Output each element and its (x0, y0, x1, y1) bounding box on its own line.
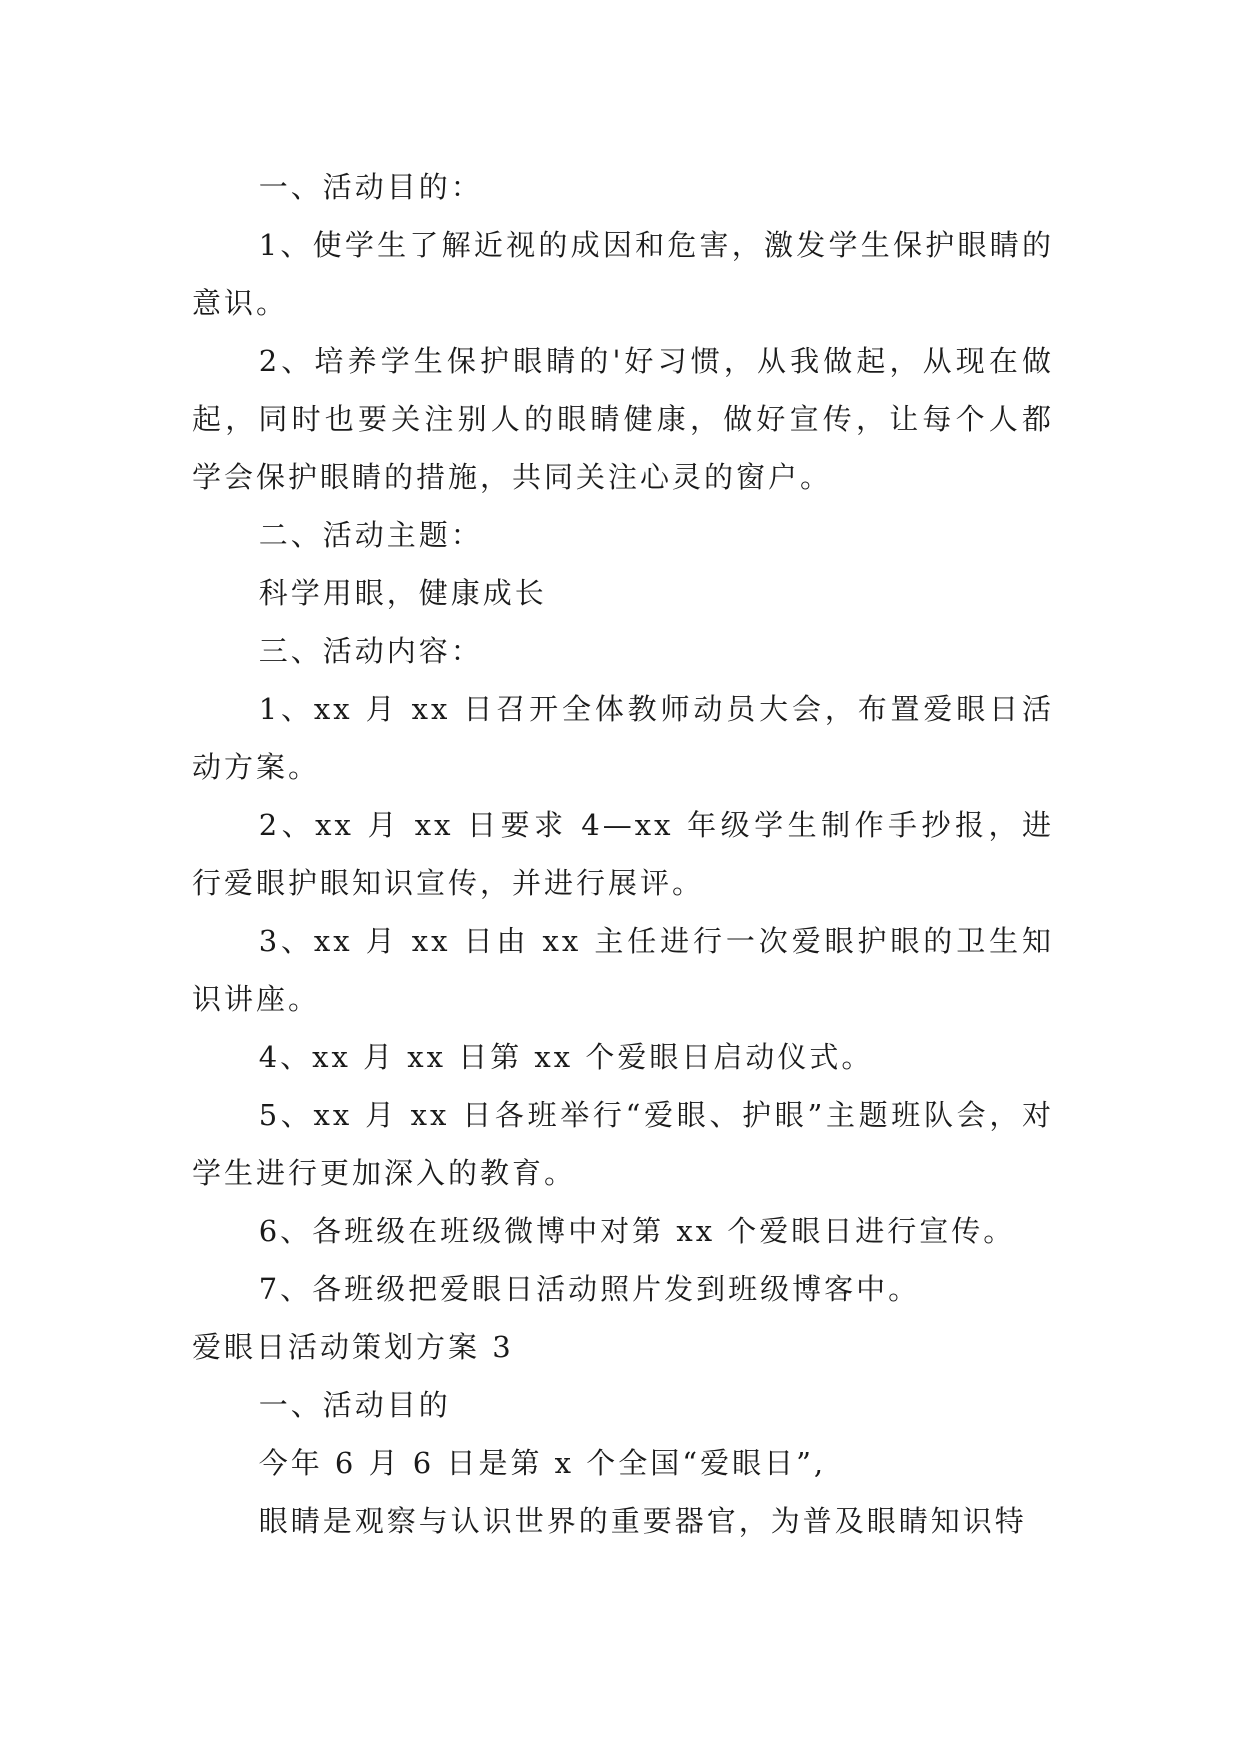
content-item-4: 4、xx 月 xx 日第 xx 个爱眼日启动仪式。 (258, 1040, 874, 1074)
content-item-7: 7、各班级把爱眼日活动照片发到班级博客中。 (258, 1272, 921, 1306)
content-item-5: 5、xx 月 xx 日各班举行“爱眼、护眼”主题班队会，对学生进行更加深入的教育。 (192, 1098, 1054, 1190)
section-heading-content: 三、活动内容： (258, 634, 483, 668)
section-heading-purpose: 一、活动目的： (258, 170, 483, 204)
content-item-2: 2、xx 月 xx 日要求 4—xx 年级学生制作手抄报，进行爱眼护眼知识宣传，并进行展评。 (192, 808, 1054, 900)
plan-title-3: 爱眼日活动策划方案 3 (192, 1330, 514, 1364)
content-item-6: 6、各班级在班级微博中对第 xx 个爱眼日进行宣传。 (258, 1214, 1016, 1248)
purpose-item-2: 2、培养学生保护眼睛的'好习惯，从我做起，从现在做起，同时也要关注别人的眼睛健康，做好宣传，让每个人都学会保护眼睛的措施，共同关注心灵的窗户。 (192, 344, 1054, 494)
plan3-heading-purpose: 一、活动目的 (258, 1388, 451, 1422)
plan3-date-text: 今年 6 月 6 日是第 x 个全国“爱眼日”, (258, 1446, 827, 1480)
content-item-1: 1、xx 月 xx 日召开全体教师动员大会，布置爱眼日活动方案。 (192, 692, 1054, 784)
section-heading-theme: 二、活动主题： (258, 518, 483, 552)
plan3-body-text: 眼睛是观察与认识世界的重要器官，为普及眼睛知识特 (258, 1504, 1027, 1538)
document-body (192, 158, 1054, 1550)
theme-text: 科学用眼，健康成长 (258, 576, 547, 610)
content-item-3: 3、xx 月 xx 日由 xx 主任进行一次爱眼护眼的卫生知识讲座。 (192, 924, 1054, 1016)
purpose-item-1: 1、使学生了解近视的成因和危害，激发学生保护眼睛的意识。 (192, 228, 1054, 320)
